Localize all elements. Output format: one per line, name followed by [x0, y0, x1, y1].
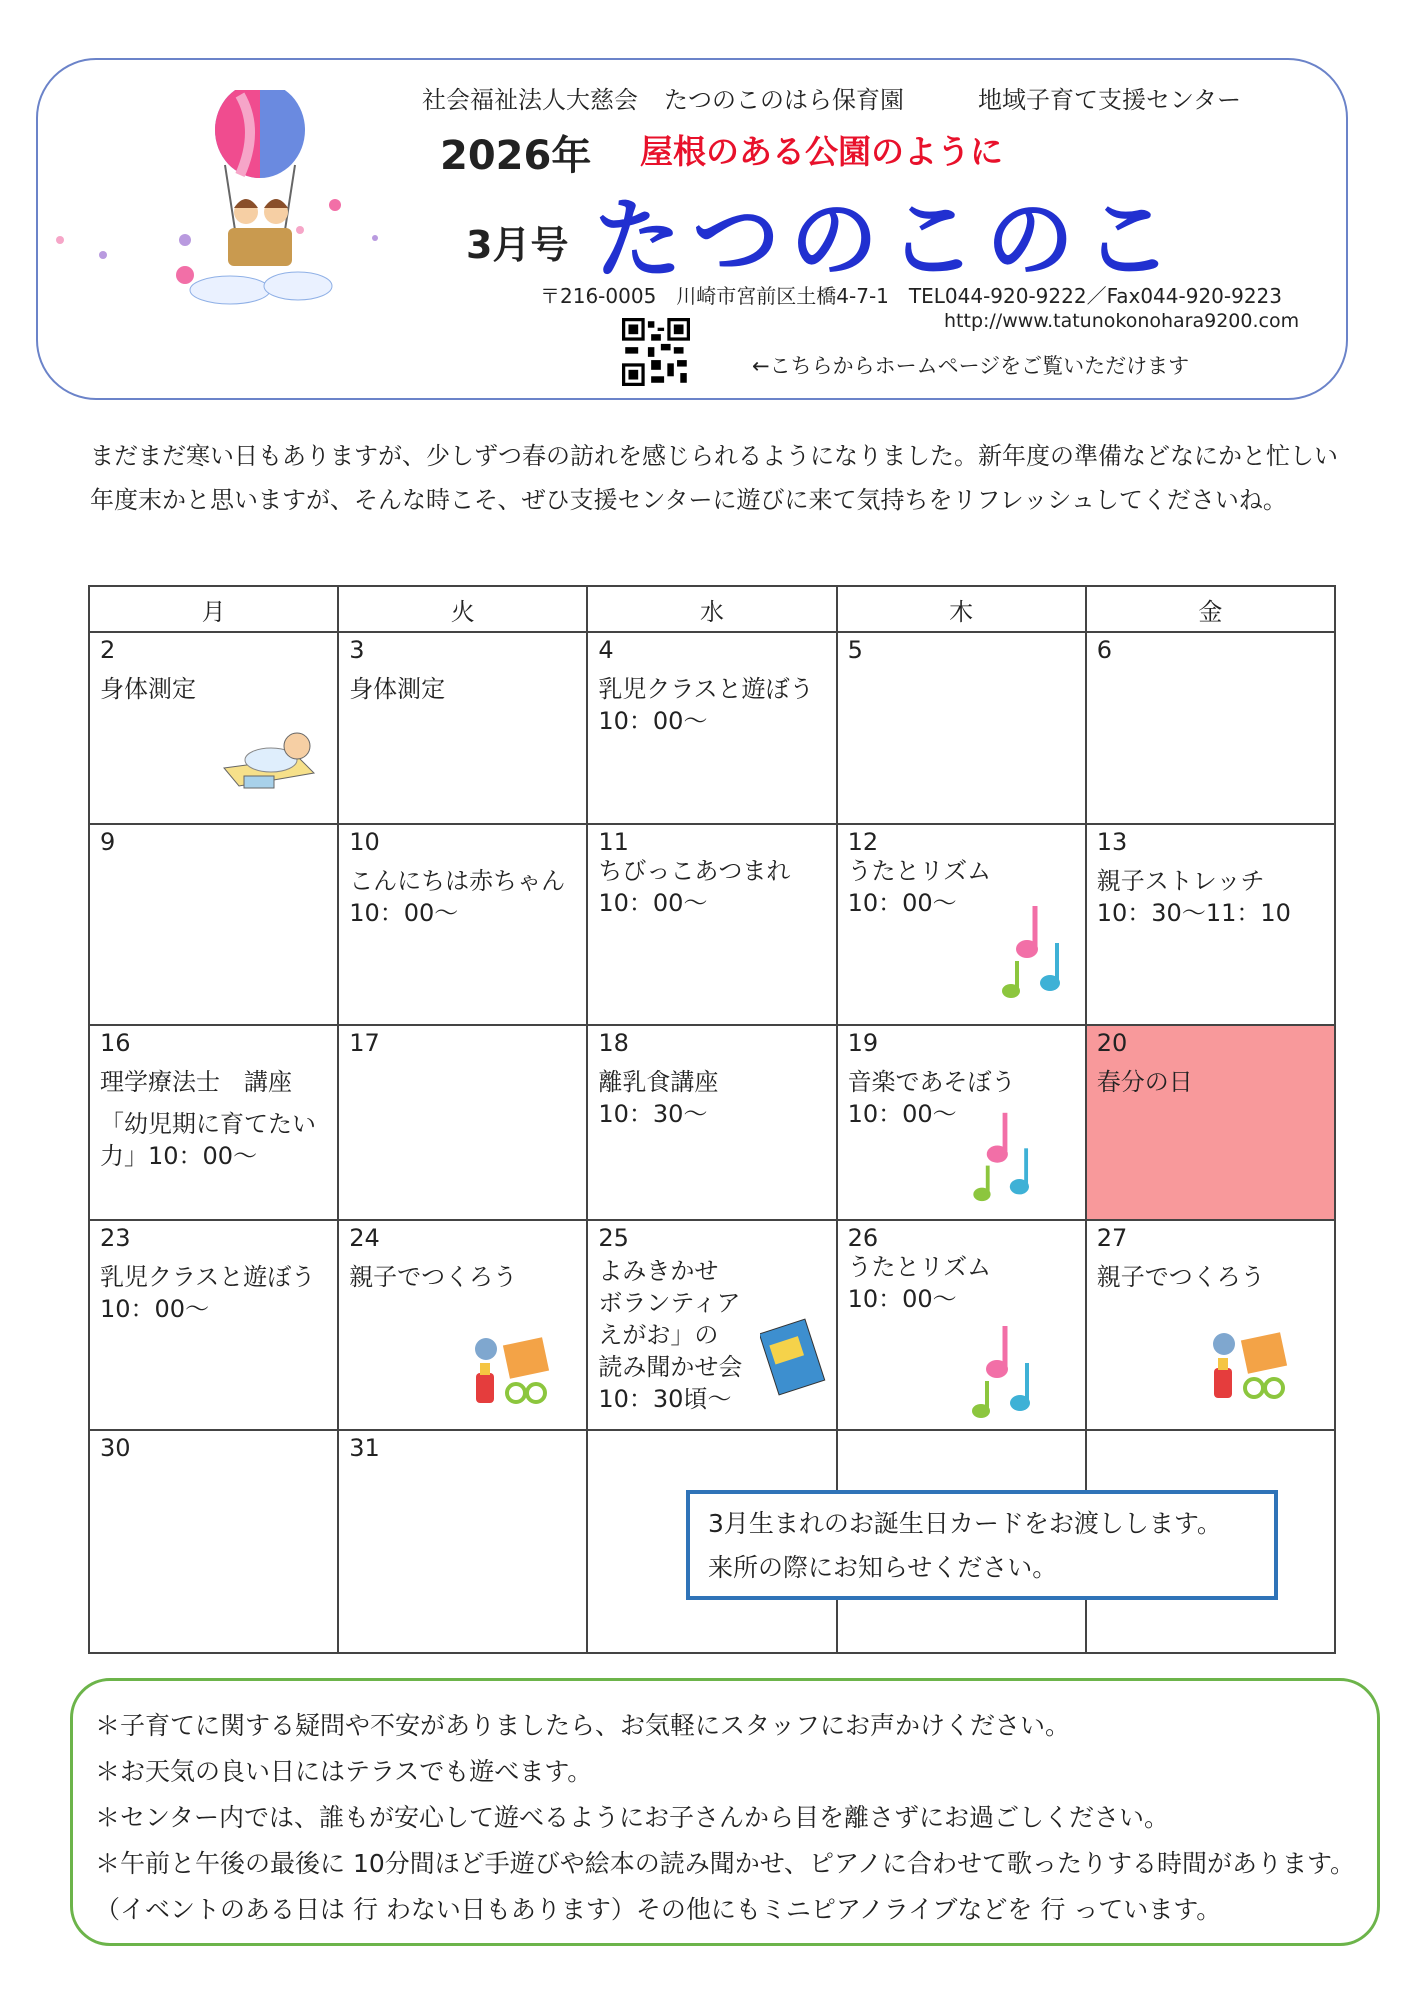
event-time: 10：00～ — [847, 1100, 957, 1128]
day-number: 10 — [349, 828, 380, 856]
event-time: 10：30～ — [598, 1100, 708, 1128]
calendar-cell — [837, 632, 1086, 824]
holiday-name: 春分の日 — [1096, 1068, 1193, 1096]
day-number: 13 — [1096, 828, 1128, 856]
day-number: 5 — [847, 636, 863, 664]
event-detail: えがお」の — [598, 1321, 719, 1349]
weekday-wed: 水 — [587, 586, 836, 632]
nursery-name: たつのこのはら保育園 — [664, 86, 904, 114]
newsletter-title: たつのこのこ — [594, 188, 1183, 291]
music-notes-icon — [995, 901, 1075, 1001]
calendar-cell — [587, 824, 836, 1025]
day-number: 20 — [1096, 1029, 1128, 1057]
day-number: 30 — [100, 1434, 131, 1462]
event-name: 親子ストレッチ — [1096, 867, 1265, 895]
event-name: 身体測定 — [100, 675, 196, 703]
tip-item: ＊午前と午後の最後に 10分間ほど手遊びや絵本の読み聞かせ、ピアノに合わせて歌ったりする時間があります。（イベントのある日は 行 わない日もあります）その他にもミニピアノライブなどを 行 っています。 — [95, 1849, 1356, 1924]
tip-item: ＊センター内では、誰もが安心して遊べるようにお子さんから目を離さずにお過ごしください。 — [95, 1803, 1170, 1832]
calendar-cell — [338, 1430, 587, 1653]
day-number: 26 — [847, 1224, 879, 1252]
day-number: 31 — [349, 1434, 380, 1462]
day-number: 23 — [100, 1224, 131, 1252]
weekday-tue: 火 — [338, 586, 587, 632]
day-number: 18 — [598, 1029, 629, 1057]
birthday-card-notice — [686, 1490, 1278, 1600]
day-number: 27 — [1096, 1224, 1128, 1252]
event-time: 10：00～ — [847, 1285, 957, 1313]
event-name: 身体測定 — [349, 675, 446, 703]
notice-line: 来所の際にお知らせください。 — [708, 1553, 1058, 1582]
homepage-note: ←こちらからホームページをご覧いただけます — [752, 354, 1190, 378]
day-number: 4 — [598, 636, 614, 664]
calendar-cell — [338, 824, 587, 1025]
day-number: 24 — [349, 1224, 380, 1252]
event-time: 10：00～ — [598, 707, 708, 735]
music-notes-icon — [965, 1108, 1045, 1204]
calendar-cell — [338, 1220, 587, 1430]
calendar-cell — [338, 1025, 587, 1220]
tip-item: ＊お天気の良い日にはテラスでも遊べます。 — [95, 1757, 593, 1786]
event-name: ちびっこあつまれ — [598, 857, 791, 885]
calendar-cell — [837, 1220, 1086, 1430]
day-number: 6 — [1096, 636, 1113, 664]
calendar-cell — [587, 632, 836, 824]
calendar-cell — [837, 824, 1086, 1025]
event-name: 離乳食講座 — [598, 1068, 719, 1096]
center-name: 地域子育て支援センター — [978, 86, 1242, 114]
year-label: 2026年 — [440, 133, 592, 179]
event-name: 乳児クラスと遊ぼう — [598, 675, 814, 703]
event-time: 10：00～ — [349, 899, 459, 927]
day-number: 16 — [100, 1029, 131, 1057]
calendar-cell — [1086, 1220, 1335, 1430]
intro-text: まだまだ寒い日もありますが、少しずつ春の訪れを感じられるようになりました。新年度の準備などなにかと忙しい年度末かと思いますが、そんな時こそ、ぜひ支援センターに遊びに来て気持ちをリフレッシュしてくださいね。 — [90, 442, 1338, 514]
craft-supplies-icon — [466, 1331, 556, 1411]
day-number: 3 — [349, 636, 365, 664]
event-name: 音楽であそぼう — [847, 1068, 1016, 1096]
notice-line: 3月生まれのお誕生日カードをお渡しします。 — [708, 1509, 1222, 1538]
event-time: 10：30～11：10 — [1096, 899, 1291, 927]
event-time: 10：00～ — [100, 1295, 210, 1323]
qr-code-icon[interactable] — [622, 318, 690, 386]
day-number: 19 — [847, 1029, 879, 1057]
baby-scale-icon — [219, 728, 319, 790]
calendar-cell — [89, 1220, 338, 1430]
event-detail: ボランティア — [598, 1289, 741, 1317]
org-name: 社会福祉法人大慈会 — [422, 86, 638, 114]
music-notes-icon — [965, 1321, 1045, 1421]
weekday-mon: 月 — [89, 586, 338, 632]
calendar-cell — [89, 632, 338, 824]
event-name: うたとリズム — [847, 857, 992, 885]
website-url[interactable]: http://www.tatunokonohara9200.com — [944, 310, 1300, 332]
calendar-cell — [89, 1430, 338, 1653]
event-detail: 読み聞かせ会 — [598, 1353, 743, 1381]
event-time: 10：30頃～ — [598, 1385, 732, 1413]
issue-label: 3月号 — [466, 223, 569, 267]
event-name: よみきかせ — [598, 1257, 719, 1285]
event-name: 乳児クラスと遊ぼう — [100, 1263, 316, 1291]
hot-air-balloon-icon — [50, 90, 380, 320]
craft-supplies-icon — [1204, 1326, 1294, 1406]
day-number: 12 — [847, 828, 879, 856]
calendar-cell — [1086, 632, 1335, 824]
event-name: こんにちは赤ちゃん — [349, 867, 566, 895]
address: 〒216-0005 川崎市宮前区土橋4-7-1 TEL044-920-9222／Fax044-920-9223 — [540, 284, 1283, 308]
calendar-cell — [1086, 824, 1335, 1025]
day-number: 11 — [598, 828, 629, 856]
day-number: 2 — [100, 636, 116, 664]
calendar-cell — [587, 1220, 836, 1430]
slogan: 屋根のある公園のように — [640, 132, 1003, 171]
calendar-cell — [587, 1025, 836, 1220]
event-time: 10：00～ — [847, 889, 957, 917]
event-name: うたとリズム — [847, 1253, 992, 1281]
calendar-cell — [89, 1025, 338, 1220]
weekday-thu: 木 — [837, 586, 1086, 632]
event-time: 10：00～ — [598, 889, 708, 917]
weekday-fri: 金 — [1086, 586, 1335, 632]
calendar-cell-holiday — [1086, 1025, 1335, 1220]
event-name: 理学療法士 講座 — [100, 1068, 292, 1096]
day-number: 17 — [349, 1029, 380, 1057]
picture-book-icon — [760, 1317, 828, 1397]
day-number: 9 — [100, 828, 116, 856]
event-detail: 「幼児期に育てたい力」10：00～ — [100, 1110, 316, 1170]
event-name: 親子でつくろう — [349, 1263, 518, 1291]
tip-item: ＊子育てに関する疑問や不安がありましたら、お気軽にスタッフにお声かけください。 — [95, 1711, 1071, 1740]
event-name: 親子でつくろう — [1096, 1263, 1265, 1291]
tips-box — [70, 1678, 1380, 1946]
calendar-cell — [338, 632, 587, 824]
calendar-cell — [837, 1025, 1086, 1220]
day-number: 25 — [598, 1224, 629, 1252]
calendar-cell — [89, 824, 338, 1025]
